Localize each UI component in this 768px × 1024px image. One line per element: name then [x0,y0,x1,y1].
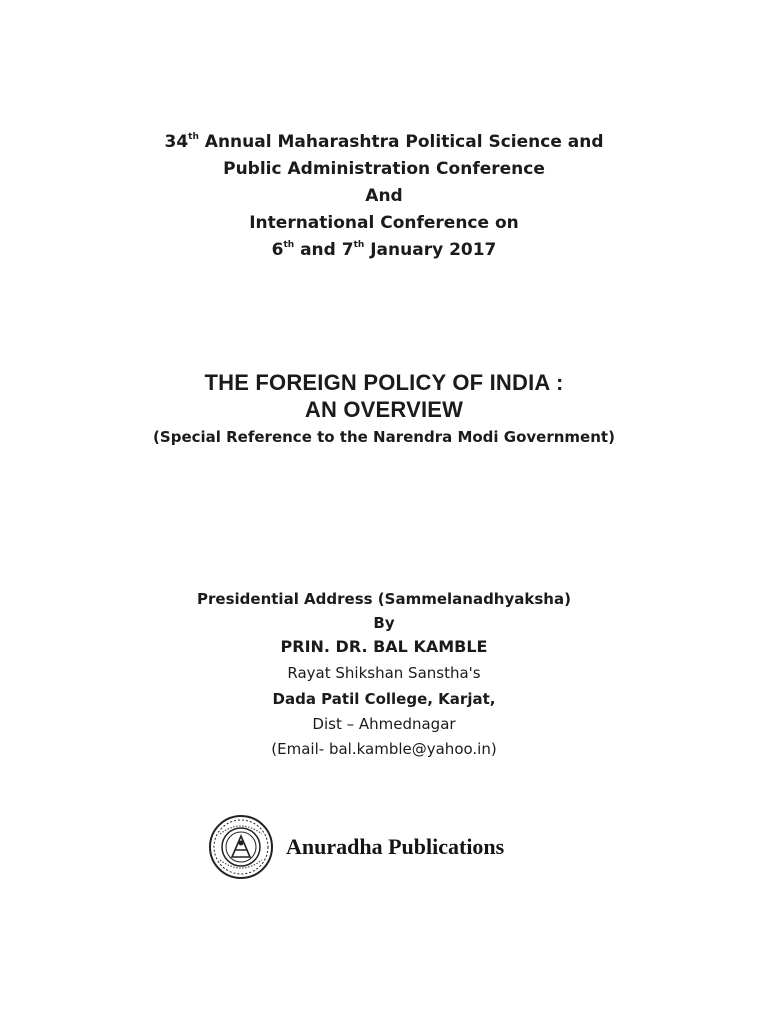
address-by: By [373,614,395,632]
conference-edition-number: 34 [164,132,189,152]
document-subtitle: (Special Reference to the Narendra Modi Government) [153,428,615,446]
author-institution: Rayat Shikshan Sanstha's [287,664,481,682]
conference-line-2: Public Administration Conference [223,159,545,179]
address-heading: Presidential Address (Sammelanadhyaksha) [197,590,571,608]
author-email: (Email- bal.kamble@yahoo.in) [271,740,497,758]
conference-name-part1: Annual Maharashtra Political Science and [198,132,604,152]
conference-line-3: And [365,186,403,206]
author-college: Dada Patil College, Karjat, [272,690,496,708]
conference-line-4: International Conference on [249,213,519,233]
document-title-line-1: THE FOREIGN POLICY OF INDIA : [204,370,564,395]
conference-edition-suffix: th [188,132,199,143]
date-month-year: January 2017 [364,240,497,260]
date-day-2: and 7 [294,240,354,260]
author-name: PRIN. DR. BAL KAMBLE [280,637,488,656]
conference-dates [0,240,768,260]
document-title-line-2: AN OVERVIEW [304,397,464,422]
author-district: Dist – Ahmednagar [312,715,456,733]
publisher-name: Anuradha Publications [286,834,505,859]
conference-line-1 [0,132,768,152]
date-day-1: 6 [271,240,284,260]
date-day-2-suffix: th [353,240,365,251]
publisher-seal-icon [208,814,274,880]
date-day-1-suffix: th [283,240,295,251]
publisher-block [208,812,504,882]
